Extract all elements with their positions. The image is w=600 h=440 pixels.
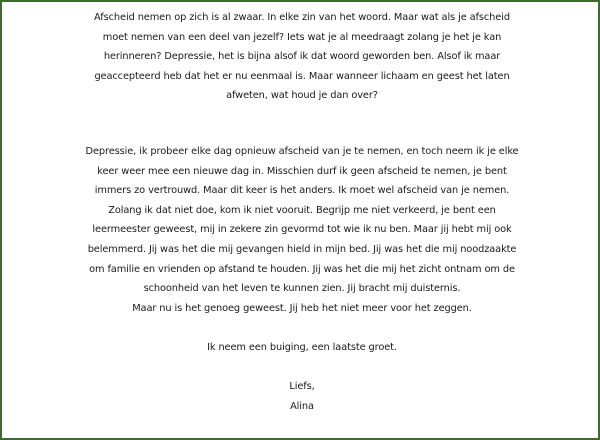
text-line: om familie en vrienden op afstand te houden. Jij was het die mij het zicht ontnam om de (89, 263, 515, 275)
text-line: Depressie, ik probeer elke dag opnieuw afscheid van je te nemen, en toch neem ik je elke (85, 145, 519, 157)
paragraph-intro (8, 8, 596, 106)
text-line: immers zo vertrouwd. Maar dit keer is het anders. Ik moet wel afscheid van je nemen. (94, 185, 510, 197)
text-line: Afscheid nemen op zich is al zwaar. In elke zin van het woord. Maar wat als je afscheid (94, 12, 510, 23)
text-line: Maar nu is het genoeg geweest. Jij heb het niet meer voor het zeggen. (132, 302, 472, 314)
closing-block (8, 377, 596, 416)
paragraph-main (8, 142, 596, 318)
text-line: schoonheid van het leven te kunnen zien. Jij bracht mij duisternis. (143, 283, 461, 295)
text-line: Zolang ik dat niet doe, kom ik niet vooruit. Begrijp me niet verkeerd, je bent een (108, 204, 496, 216)
text-line: moet nemen van een deel van jezelf? Iets wat je al meedraagt zolang je het je kan (102, 31, 502, 43)
closing-text: Liefs, (289, 381, 315, 393)
text-line: geaccepteerd heb dat het er nu eenmaal is. Maar wanneer lichaam en geest het laten (94, 70, 510, 82)
paragraph-farewell (8, 338, 596, 358)
text-line: belemmerd. Jij was het die mij gevangen hield in mijn bed. Jij was het die mij noodzaakte (87, 243, 517, 255)
text-line: keer weer mee een nieuwe dag in. Misschien durf ik geen afscheid te nemen, je bent (97, 165, 507, 177)
text-line: afweten, wat houd je dan over? (226, 90, 378, 102)
text-line: herinneren? Depressie, het is bijna alsof ik dat woord geworden ben. Alsof ik maar (103, 51, 501, 63)
text-line: leermeester geweest, mij in zekere zin gevormd tot wie ik nu ben. Maar jij hebt mij ook (92, 224, 512, 236)
signature-text: Alina (290, 400, 314, 412)
text-line: Ik neem een buiging, een laatste groet. (207, 341, 397, 353)
letter-body (8, 8, 596, 416)
